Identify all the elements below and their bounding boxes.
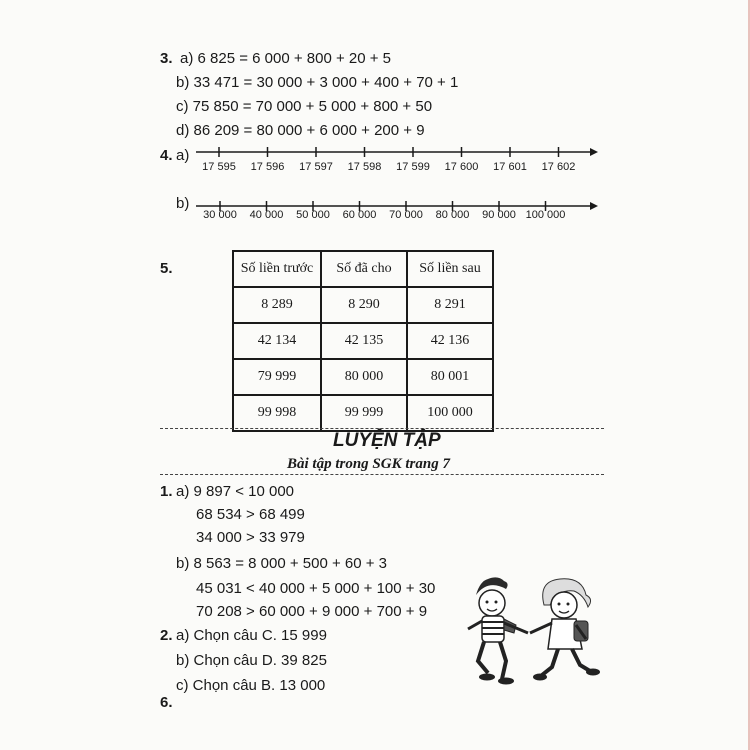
table-row xyxy=(233,323,493,359)
section-rule-bottom xyxy=(160,474,604,475)
number-line-tick-label: 17 600 xyxy=(444,161,479,173)
table-header-row xyxy=(233,251,493,287)
boy-figure xyxy=(468,577,528,684)
neighbors-table xyxy=(232,250,494,432)
number-line-tick-label: 50 000 xyxy=(296,209,330,221)
table-cell: 80 000 xyxy=(321,359,407,395)
number-line-tick-label: 17 597 xyxy=(299,161,333,173)
number-line-tick-label: 30 000 xyxy=(203,209,237,221)
table-cell: 79 999 xyxy=(233,359,321,395)
table-cell: 80 001 xyxy=(407,359,493,395)
p1-a1: a) 9 897 < 10 000 xyxy=(176,483,295,500)
kids-illustration xyxy=(458,575,608,693)
table-header: Số liền sau xyxy=(407,251,493,287)
table-cell: 8 291 xyxy=(407,287,493,323)
table-row xyxy=(233,359,493,395)
ex3-b: b) 33 471 = 30 000 + 3 000 + 400 + 70 + 1 xyxy=(176,74,459,91)
ex4-a-label: a) xyxy=(176,147,190,164)
number-line-tick-label: 17 601 xyxy=(493,161,527,173)
section-title: LUYỆN TẬP xyxy=(333,430,441,451)
ex4-b-label: b) xyxy=(176,195,190,212)
table-cell: 42 136 xyxy=(407,323,493,359)
section-subtitle: Bài tập trong SGK trang 7 xyxy=(287,456,450,472)
table-header: Số liền trước xyxy=(233,251,321,287)
table-header: Số đã cho xyxy=(321,251,407,287)
p2-number: 2. xyxy=(160,627,173,644)
ex5-number: 5. xyxy=(160,260,173,277)
table-row xyxy=(233,395,493,431)
p2-c: c) Chọn câu B. 13 000 xyxy=(176,677,326,694)
p1-b2: 45 031 < 40 000 + 5 000 + 100 + 30 xyxy=(196,580,436,597)
number-line-tick-label: 90 000 xyxy=(482,209,516,221)
number-line-tick-label: 40 000 xyxy=(249,209,284,221)
number-line-tick-label: 17 595 xyxy=(202,161,236,173)
p1-number: 1. xyxy=(160,483,173,500)
table-cell: 8 289 xyxy=(233,287,321,323)
ex3-a: a) 6 825 = 6 000 + 800 + 20 + 5 xyxy=(180,50,392,67)
table-cell: 99 999 xyxy=(321,395,407,431)
section-rule-top xyxy=(160,428,604,429)
girl-figure xyxy=(530,579,600,681)
number-line-tick-label: 17 596 xyxy=(250,161,285,173)
p1-b1: b) 8 563 = 8 000 + 500 + 60 + 3 xyxy=(176,555,388,572)
p2-b: b) Chọn câu D. 39 825 xyxy=(176,652,327,669)
table-cell: 42 134 xyxy=(233,323,321,359)
number-line-a-arrow xyxy=(590,148,598,156)
p2-a: a) Chọn câu C. 15 999 xyxy=(176,627,327,644)
number-line-tick-label: 70 000 xyxy=(389,209,423,221)
p1-a2: 68 534 > 68 499 xyxy=(196,506,305,523)
p1-a3: 34 000 > 33 979 xyxy=(196,529,305,546)
number-line-b-arrow xyxy=(590,202,598,210)
p1-b3: 70 208 > 60 000 + 9 000 + 700 + 9 xyxy=(196,603,428,620)
number-line-tick-label: 100 000 xyxy=(525,209,566,221)
number-line-tick-label: 60 000 xyxy=(342,209,377,221)
table-cell: 8 290 xyxy=(321,287,407,323)
ex3-c: c) 75 850 = 70 000 + 5 000 + 800 + 50 xyxy=(176,98,433,115)
ex3-d: d) 86 209 = 80 000 + 6 000 + 200 + 9 xyxy=(176,122,425,139)
page-number: 6. xyxy=(160,694,173,711)
number-line-tick-label: 80 000 xyxy=(435,209,470,221)
number-line-tick-label: 17 602 xyxy=(541,161,576,173)
table-row xyxy=(233,287,493,323)
ex3-number: 3. xyxy=(160,50,173,67)
table-cell: 42 135 xyxy=(321,323,407,359)
number-line-tick-label: 17 599 xyxy=(396,161,430,173)
table-cell: 99 998 xyxy=(233,395,321,431)
ex4-number: 4. xyxy=(160,147,173,164)
table-cell: 100 000 xyxy=(407,395,493,431)
number-line-tick-label: 17 598 xyxy=(347,161,382,173)
